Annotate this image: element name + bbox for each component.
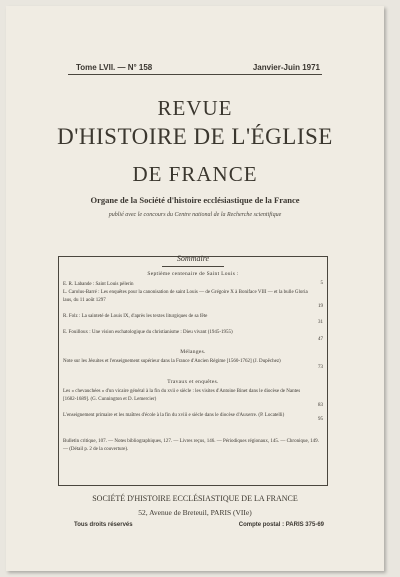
publisher-note: publié avec le concours du Centre national de la Recherche scientifique [108,212,282,218]
toc-page: 31 [318,320,323,325]
toc-page: 73 [318,365,323,370]
bulletin-summary: Bulletin critique, 107. — Notes bibliographiques, 127. — Livres reçus, 146. — Périodiques régionaux, 145. — Chronique, 149. — (Détail p. 2 de la couverture). [63,439,319,452]
sommaire-box [58,256,328,486]
society-address: 52, Avenue de Breteuil, PARIS (VIIe) [138,508,252,517]
title-line-3: DE FRANCE [132,162,258,186]
organ-subtitle: Organe de la Société d'histoire ecclésiastique de la France [90,195,300,205]
issue-date: Janvier-Juin 1971 [252,63,320,72]
toc-entry: Les « chevauchées » d'un vicaire général à la fin du xvii e siècle : les visites d'Antoine Binet dans le diocèse de Nantes [1682-1689]. (G. Cunnington et D. Lemercier) [63,389,301,402]
sommaire-rule [162,266,224,267]
postal-account: Compte postal : PARIS 375-69 [238,522,324,528]
toc-entry: R. Folz : La sainteté de Louis IX, d'après les textes liturgiques de sa fête [63,314,208,319]
toc-page: 83 [318,403,323,408]
toc-page: 19 [318,304,323,309]
section-title: Septième centenaire de Saint Louis : [147,271,239,277]
society-name: SOCIÉTÉ D'HISTOIRE ECCLÉSIASTIQUE DE LA FRANCE [92,494,298,503]
section-title: Travaux et enquêtes. [167,379,219,385]
toc-page: 47 [318,337,323,342]
toc-entry: L. Carolus-Barré : Les enquêtes pour la canonisation de saint Louis — de Grégoire X à Boniface VIII — et la bulle Gloria laus, du 11 août 1297 [63,290,308,303]
toc-page: 95 [318,417,323,422]
toc-entry: E. R. Labande : Saint Louis pèlerin [63,282,134,287]
toc-entry: L'enseignement primaire et les maîtres d'école à la fin du xviii e siècle dans le diocèse d'Auxerre. (P. Locatelli) [63,413,285,418]
rights-notice: Tous droits réservés [74,522,133,528]
toc-page: 5 [320,281,323,286]
toc-entry: E. Fouilloux : Une vision eschatologique du christianisme : Dieu vivant (1945-1955) [63,330,233,335]
sommaire-heading: Sommaire [176,254,210,263]
toc-entry: Note sur les Jésuites et l'enseignement supérieur dans la France d'Ancien Régime [1560-1762] (J. Dupêchez) [63,359,281,364]
top-rule [68,74,322,75]
title-line-2: D'HISTOIRE DE L'ÉGLISE [57,124,333,149]
title-line-1: REVUE [157,96,233,120]
section-title: Mélanges. [180,349,206,355]
cover-page [6,6,384,571]
issue-number: Tome LVII. — N° 158 [76,63,153,72]
